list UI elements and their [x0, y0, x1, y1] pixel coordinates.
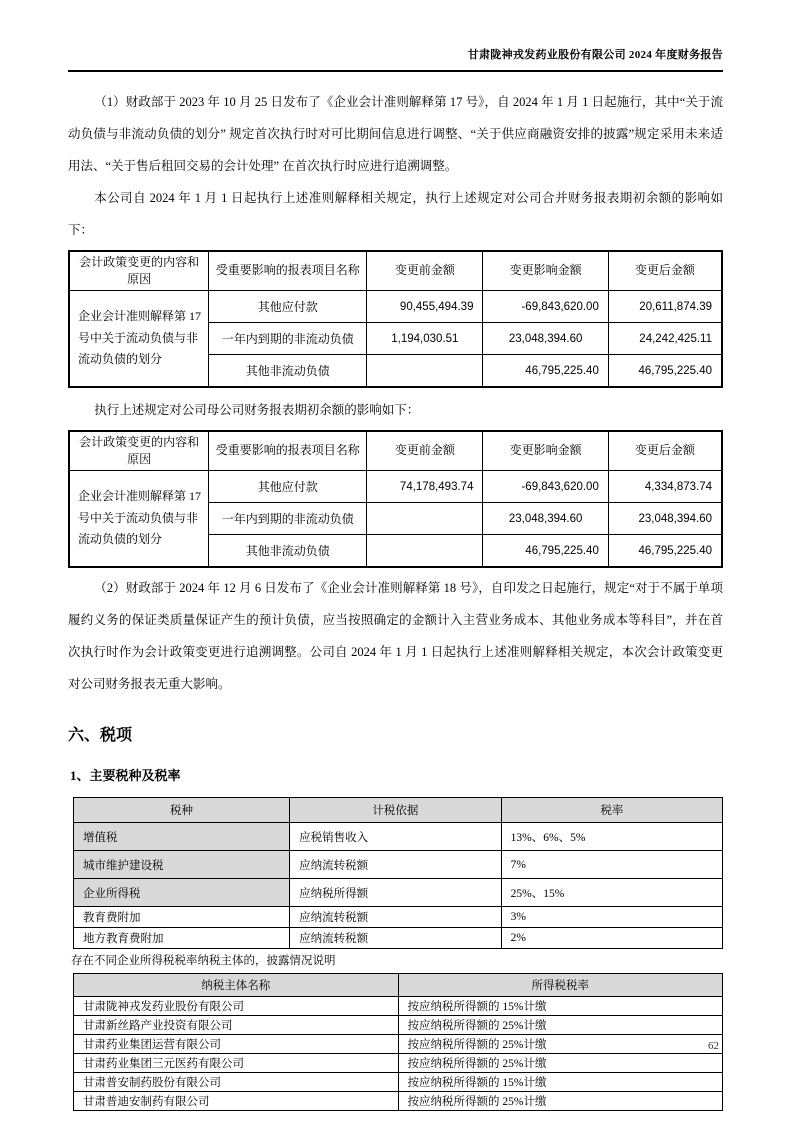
header-cell-tax-kind: 税种 [74, 798, 290, 823]
tax-rate-cell: 25%、15% [501, 879, 722, 907]
entity-rate-cell: 按应纳税所得额的 15%计缴 [398, 997, 723, 1016]
page-number: 62 [708, 1040, 719, 1052]
amount-after-cell: 4,334,873.74 [608, 471, 722, 503]
entity-row [74, 1092, 723, 1111]
table-header-row [74, 974, 723, 997]
header-cell-entity-name: 纳税主体名称 [74, 974, 399, 997]
policy-group-cell: 企业会计准则解释第 17 号中关于流动负债与非流动负债的划分 [69, 291, 209, 388]
entity-name-cell: 甘肃药业集团三元医药有限公司 [74, 1054, 399, 1073]
header-cell-income-tax-rate: 所得税税率 [398, 974, 723, 997]
amount-after-cell: 20,611,874.39 [608, 291, 722, 323]
item-cell: 其他非流动负债 [209, 355, 367, 388]
amount-impact-cell: 46,795,225.40 [483, 535, 608, 568]
amount-before-cell-empty [367, 355, 483, 388]
tax-rate-cell: 7% [501, 851, 722, 879]
tax-row-local-education-surcharge [74, 928, 723, 949]
tax-basis-cell: 应税销售收入 [290, 823, 502, 851]
tax-rate-cell: 2% [501, 928, 722, 949]
tax-basis-cell: 应纳流转税额 [290, 907, 502, 928]
tax-kind-cell: 地方教育费附加 [74, 928, 290, 949]
entity-row [74, 1054, 723, 1073]
tax-rate-cell: 3% [501, 907, 722, 928]
amount-after-cell: 46,795,225.40 [608, 355, 722, 388]
amount-before-cell-empty [367, 535, 483, 568]
tax-row-vat [74, 823, 723, 851]
entity-rate-cell: 按应纳税所得额的 25%计缴 [398, 1092, 723, 1111]
header-cell-tax-basis: 计税依据 [290, 798, 502, 823]
header-cell-item-name: 受重要影响的报表项目名称 [209, 251, 367, 291]
section-title-taxes: 六、税项 [68, 727, 133, 744]
tax-row-corporate-income [74, 879, 723, 907]
entity-rate-cell: 按应纳税所得额的 15%计缴 [398, 1073, 723, 1092]
consolidated-impact-table [68, 250, 723, 388]
entity-name-cell: 甘肃陇神戎发药业股份有限公司 [74, 997, 399, 1016]
tax-basis-cell: 应纳流转税额 [290, 928, 502, 949]
header-cell-amount-after: 变更后金额 [608, 431, 722, 471]
entity-rate-cell: 按应纳税所得额的 25%计缴 [398, 1035, 723, 1054]
entity-rate-cell: 按应纳税所得额的 25%计缴 [398, 1016, 723, 1035]
policy-group-cell: 企业会计准则解释第 17 号中关于流动负债与非流动负债的划分 [69, 471, 209, 568]
table-header-row [69, 251, 722, 291]
amount-impact-cell: 23,048,394.60 [483, 323, 608, 355]
item-cell: 其他非流动负债 [209, 535, 367, 568]
paragraph-interpretation-18: （2）财政部于 2024 年 12 月 6 日发布了《企业会计准则解释第 18 号》，自印发之日起施行，规定“对于不属于单项履约义务的保证类质量保证产生的预计负债，应当按照确定的金额计入主营业务成本、其他业务成本等科目”，并在首次执行时作为会计政策变更进行追溯调整。公司自 2024 年 1 月 1 日起执行上述准则解释相关规定，本次会计政策变更对公司财务报表无重大影响。 [68, 581, 723, 691]
tax-rate-cell: 13%、6%、5% [501, 823, 722, 851]
item-cell: 其他应付款 [209, 291, 367, 323]
entity-name-cell: 甘肃普迪安制药有限公司 [74, 1092, 399, 1111]
table-header-row [74, 798, 723, 823]
subsection-title-main-taxes: 1、主要税种及税率 [70, 768, 181, 783]
tax-kind-cell: 教育费附加 [74, 907, 290, 928]
header-cell-item-name: 受重要影响的报表项目名称 [209, 431, 367, 471]
document-header-title: 甘肃陇神戎发药业股份有限公司 2024 年度财务报告 [467, 49, 723, 61]
parent-company-impact-table [68, 430, 723, 568]
different-rate-disclosure-note: 存在不同企业所得税税率纳税主体的，披露情况说明 [71, 955, 336, 967]
entity-row [74, 1035, 723, 1054]
item-cell: 一年内到期的非流动负债 [209, 503, 367, 535]
item-cell: 其他应付款 [209, 471, 367, 503]
amount-after-cell: 24,242,425.11 [608, 323, 722, 355]
amount-impact-cell: 23,048,394.60 [483, 503, 608, 535]
table-row [69, 471, 722, 503]
entity-rate-cell: 按应纳税所得额的 25%计缴 [398, 1054, 723, 1073]
tax-kind-cell: 城市维护建设税 [74, 851, 290, 879]
tax-basis-cell: 应纳流转税额 [290, 851, 502, 879]
tax-kind-cell: 增值税 [74, 823, 290, 851]
entity-name-cell: 甘肃普安制药股份有限公司 [74, 1073, 399, 1092]
header-cell-policy-change: 会计政策变更的内容和原因 [69, 431, 209, 471]
entity-name-cell: 甘肃药业集团运营有限公司 [74, 1035, 399, 1054]
header-cell-amount-before: 变更前金额 [367, 251, 483, 291]
tax-row-urban-maintenance [74, 851, 723, 879]
item-cell: 一年内到期的非流动负债 [209, 323, 367, 355]
tax-basis-cell: 应纳税所得额 [290, 879, 502, 907]
header-cell-amount-impact: 变更影响金额 [483, 431, 608, 471]
table-row [69, 291, 722, 323]
taxpayer-rates-table [73, 973, 723, 1111]
header-cell-amount-after: 变更后金额 [608, 251, 722, 291]
header-cell-amount-impact: 变更影响金额 [483, 251, 608, 291]
header-cell-amount-before: 变更前金额 [367, 431, 483, 471]
tax-rates-table [73, 797, 723, 949]
document-header [68, 46, 723, 72]
table-header-row [69, 431, 722, 471]
parent-table-intro: 执行上述规定对公司母公司财务报表期初余额的影响如下： [94, 403, 420, 417]
amount-after-cell: 23,048,394.60 [608, 503, 722, 535]
header-cell-tax-rate: 税率 [501, 798, 722, 823]
amount-impact-cell: 46,795,225.40 [483, 355, 608, 388]
amount-impact-cell: -69,843,620.00 [483, 291, 608, 323]
amount-before-cell: 90,455,494.39 [367, 291, 483, 323]
amount-before-cell-empty [367, 503, 483, 535]
tax-row-education-surcharge [74, 907, 723, 928]
tax-kind-cell: 企业所得税 [74, 879, 290, 907]
consolidated-table-intro: 本公司自 2024 年 1 月 1 日起执行上述准则解释相关规定，执行上述规定对公司合并财务报表期初余额的影响如下： [68, 191, 723, 237]
entity-row [74, 1016, 723, 1035]
entity-row [74, 1073, 723, 1092]
amount-after-cell: 46,795,225.40 [608, 535, 722, 568]
amount-before-cell: 74,178,493.74 [367, 471, 483, 503]
entity-name-cell: 甘肃新丝路产业投资有限公司 [74, 1016, 399, 1035]
amount-before-cell: 1,194,030.51 [367, 323, 483, 355]
amount-impact-cell: -69,843,620.00 [483, 471, 608, 503]
entity-row [74, 997, 723, 1016]
header-cell-policy-change: 会计政策变更的内容和原因 [69, 251, 209, 291]
paragraph-interpretation-17: （1）财政部于 2023 年 10 月 25 日发布了《企业会计准则解释第 17 号》，自 2024 年 1 月 1 日起施行，其中“关于流动负债与非流动负债的划分” 规定首次执行时对可比期间信息进行调整、“关于供应商融资安排的披露”规定采用未来适用法、“关于售后租回交易的会计处理” 在首次执行时应进行追溯调整。 [68, 95, 723, 173]
